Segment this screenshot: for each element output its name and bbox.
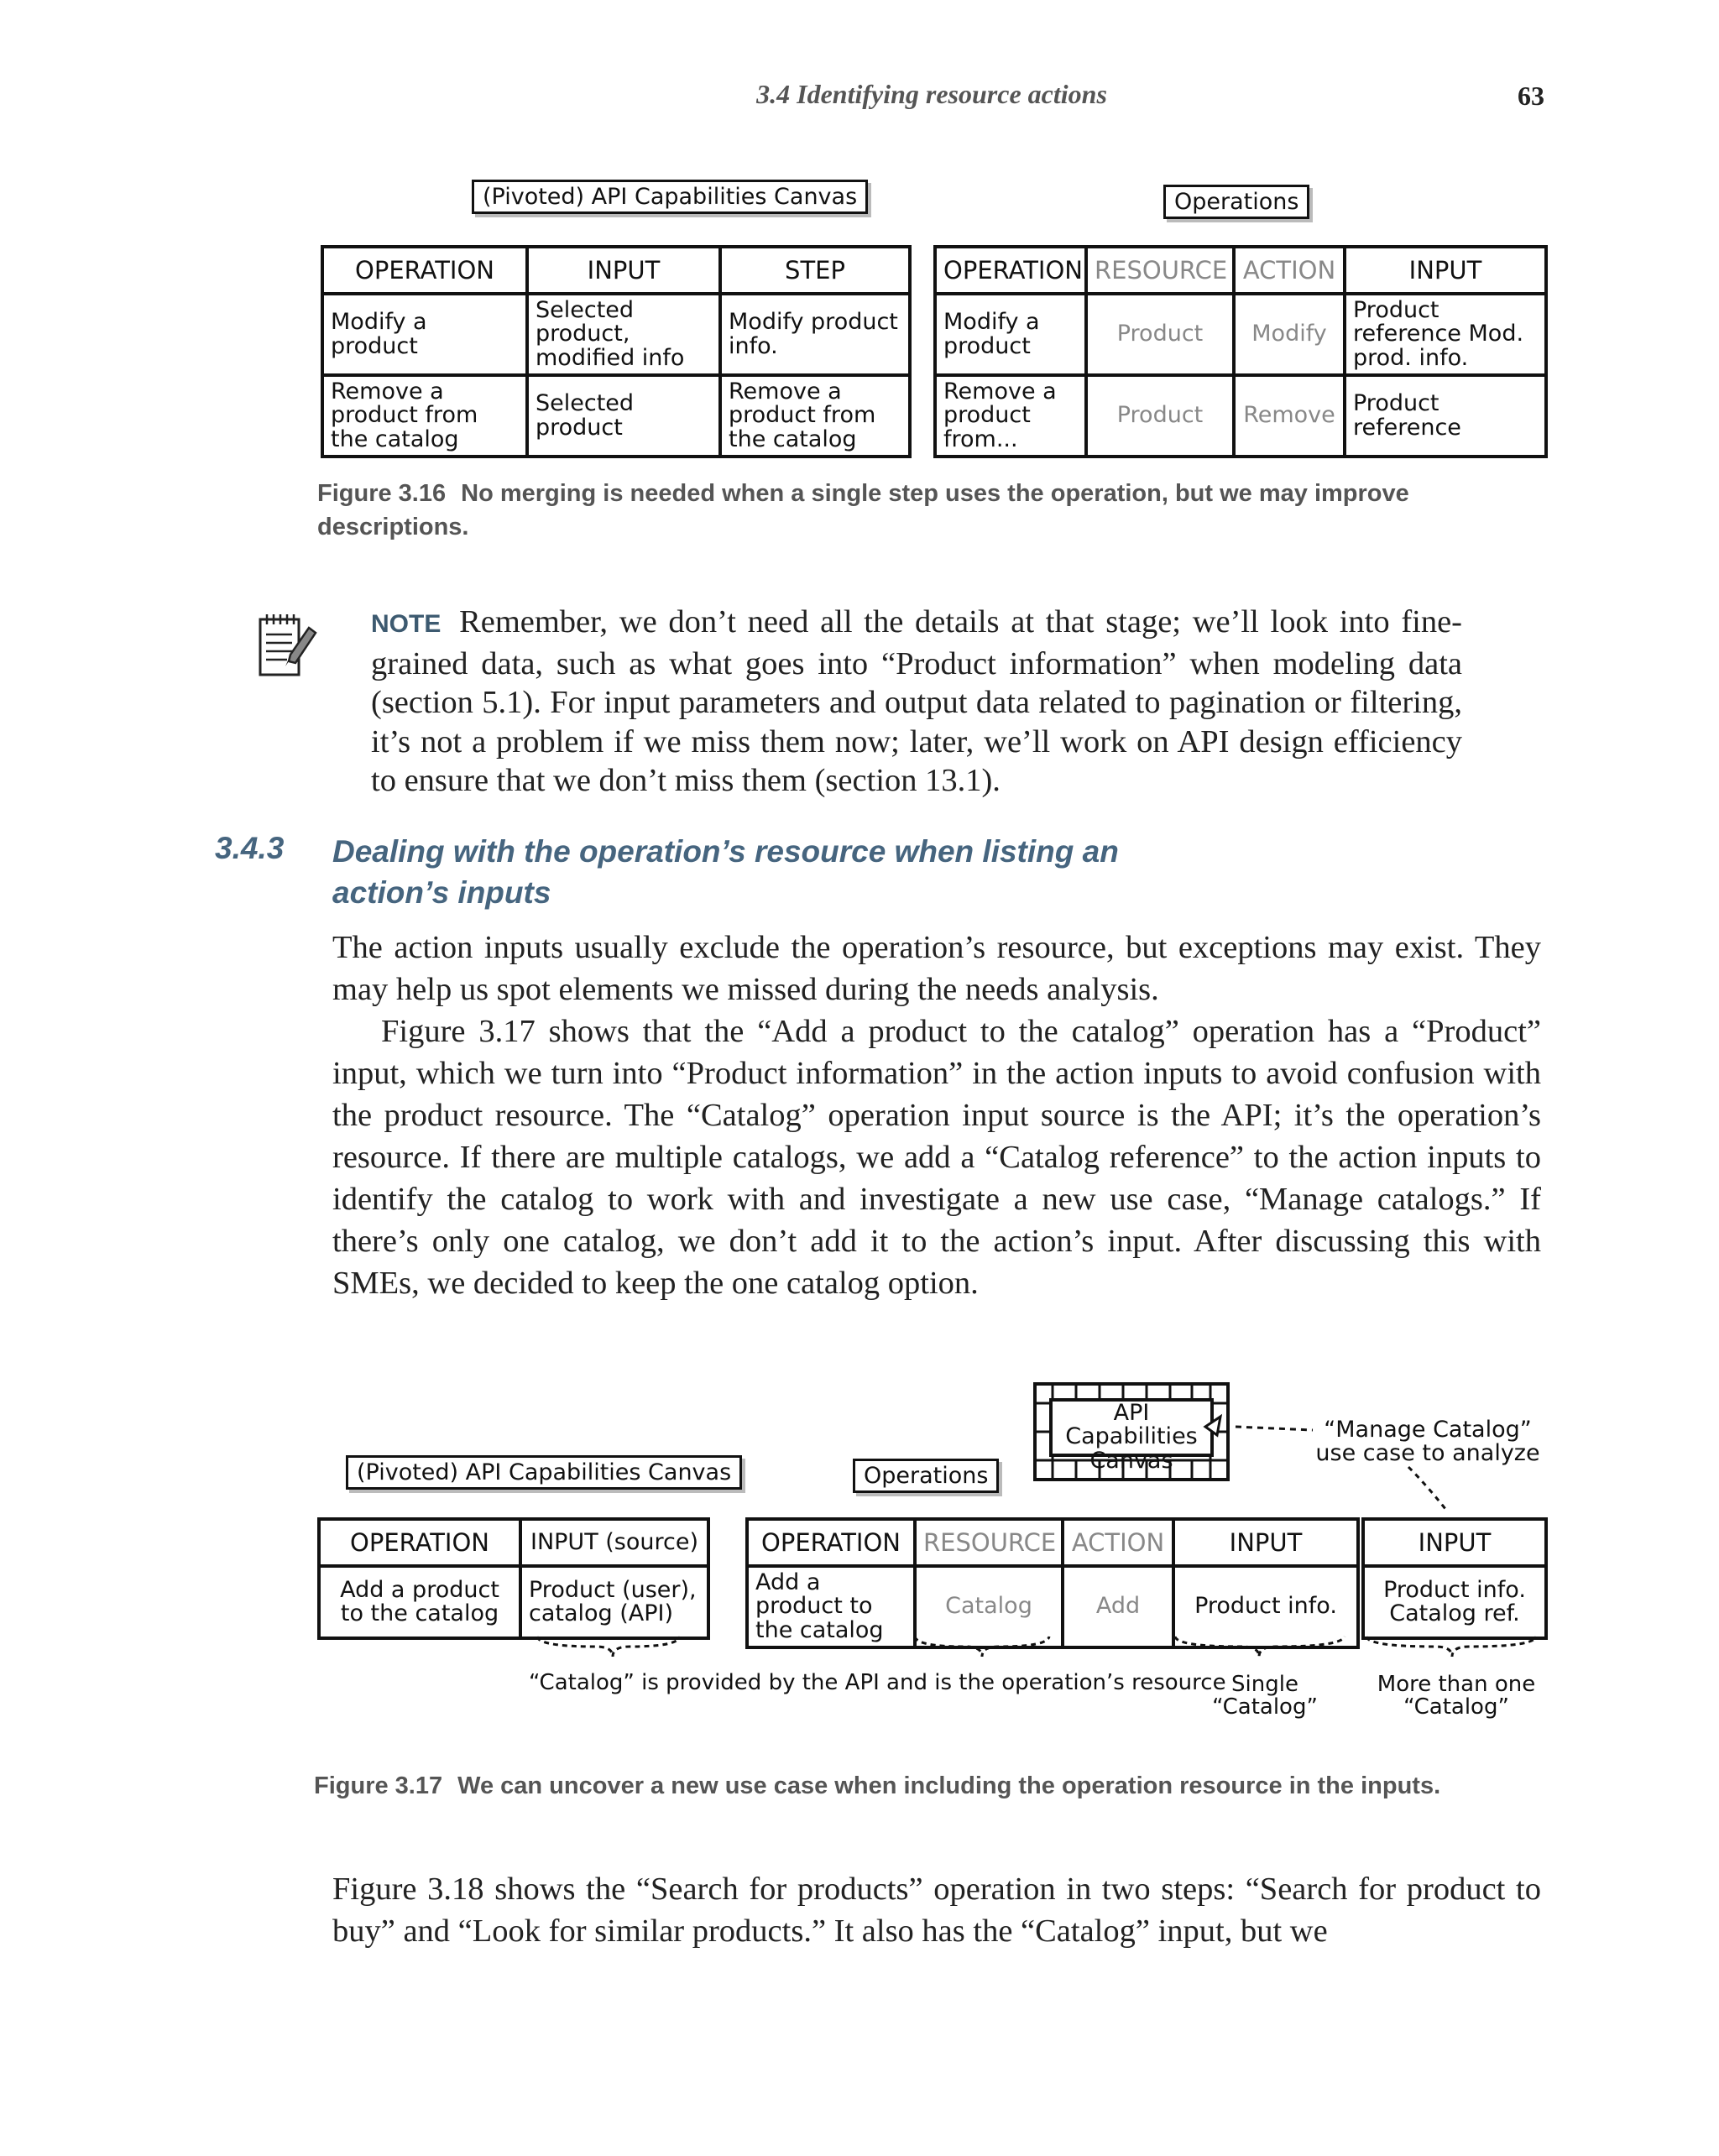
table-cell: Product (user), catalog (API) <box>520 1566 708 1638</box>
table-cell: Remove a product from... <box>935 375 1086 457</box>
multiple-catalog-note: More than one “Catalog” <box>1377 1672 1536 1720</box>
table-cell: Remove <box>1234 375 1345 457</box>
note-label: NOTE <box>371 610 442 638</box>
table-cell: Product <box>1086 294 1234 375</box>
fig317-caption <box>314 1769 1556 1803</box>
fig316-operations-title: Operations <box>1163 185 1309 219</box>
fig317-canvas-table <box>317 1517 710 1640</box>
table-cell: Selected product <box>527 375 720 457</box>
running-header: 3.4 Identifying resource actions <box>756 79 1107 109</box>
caption-label: Figure 3.17 <box>314 1772 443 1799</box>
header-cell: INPUT <box>1363 1519 1546 1566</box>
table-row <box>322 294 910 375</box>
table-cell: Remove a product from the catalog <box>322 375 527 457</box>
header-cell: INPUT <box>1345 247 1546 294</box>
table-cell: Modify product info. <box>720 294 910 375</box>
header-cell: INPUT <box>527 247 720 294</box>
fig317-canvas-title: (Pivoted) API Capabilities Canvas <box>346 1455 742 1490</box>
table-row <box>1363 1566 1546 1638</box>
brace-lines <box>529 1635 1553 1660</box>
caption-text: We can uncover a new use case when including the operation resource in the inputs. <box>457 1772 1441 1799</box>
table-cell: Add a product to the catalog <box>319 1566 520 1638</box>
table-cell: Product info. Catalog ref. <box>1363 1566 1546 1638</box>
header-cell: INPUT <box>1173 1519 1358 1566</box>
table-row <box>935 375 1546 457</box>
single-catalog-note: Single “Catalog” <box>1212 1672 1318 1720</box>
table-cell: Selected product, modified info <box>527 294 720 375</box>
note-text: Remember, we don’t need all the details at that stage; we’ll look into fine-grained data, such as what goes into “Product information” when modeling data (section 5.1). For input parameters and output data related to pagination or filtering, it’s not a problem if we miss them now; later, we’ll work on API design efficiency to ensure that we don’t miss them (section 13.1). <box>371 604 1462 798</box>
resource-note: “Catalog” is provided by the API and is the operation’s resource <box>529 1670 1226 1695</box>
manage-catalog-note: “Manage Catalog” use case to analyze <box>1315 1417 1540 1467</box>
table-cell: Modify a product <box>935 294 1086 375</box>
fig316-canvas-title: (Pivoted) API Capabilities Canvas <box>472 180 868 214</box>
table-cell: Product reference <box>1345 375 1546 457</box>
table-cell: Remove a product from the catalog <box>720 375 910 457</box>
table-cell: Modify a product <box>322 294 527 375</box>
table-cell: Product info. <box>1173 1566 1358 1647</box>
paragraph: The action inputs usually exclude the operation’s resource, but exceptions may exist. They may help us spot elements we missed during the needs analysis. <box>332 930 1541 1007</box>
table-cell: Add <box>1063 1566 1173 1647</box>
api-canvas-label: API Capabilities Canvas <box>1065 1400 1198 1474</box>
header-cell: INPUT (source) <box>520 1519 708 1566</box>
fig316-operations-table <box>933 245 1548 458</box>
paragraph: Figure 3.17 shows that the “Add a product to the catalog” operation has a “Product” input, which we turn into “Product information” in the action inputs to avoid confusion with the product resource. The “Catalog” operation input source is the API; it’s the operation’s resource. If there are multiple catalogs, we add a “Catalog reference” to the action inputs to identify the catalog to work with and investigate a new use case, “Manage catalogs.” If there’s only one catalog, we don’t add it to the action’s input. After discussing this with SMEs, we decided to keep the one catalog option. <box>332 1014 1541 1301</box>
header-cell: STEP <box>720 247 910 294</box>
section-number: 3.4.3 <box>215 831 285 865</box>
closing-paragraph: Figure 3.18 shows the “Search for products” operation in two steps: “Search for product to buy” and “Look for similar products.” It also has the “Catalog” input, but we <box>332 1871 1541 1949</box>
caption-text: No merging is needed when a single step uses the operation, but we may improve descriptions. <box>317 480 1409 541</box>
header-cell: OPERATION <box>322 247 527 294</box>
header-cell: RESOURCE <box>1086 247 1234 294</box>
table-cell: Catalog <box>915 1566 1063 1647</box>
table-cell: Product reference Mod. prod. info. <box>1345 294 1546 375</box>
fig317-operations-table <box>745 1517 1360 1649</box>
table-cell: Add a product to the catalog <box>747 1566 915 1647</box>
connector-lines <box>1234 1418 1519 1519</box>
header-cell: ACTION <box>1234 247 1345 294</box>
table-cell: Modify <box>1234 294 1345 375</box>
table-row <box>319 1566 708 1638</box>
header-cell: ACTION <box>1063 1519 1173 1566</box>
note-block <box>371 603 1462 801</box>
notepad-icon <box>257 611 319 681</box>
table-row <box>322 375 910 457</box>
header-cell: OPERATION <box>935 247 1086 294</box>
fig317-alt-input-table <box>1361 1517 1548 1640</box>
fig317-operations-title: Operations <box>853 1459 999 1493</box>
section-title: Dealing with the operation’s resource when listing an action’s inputs <box>332 834 1119 910</box>
fig316-canvas-table <box>321 245 912 458</box>
page-number: 63 <box>1518 81 1544 111</box>
table-cell: Product <box>1086 375 1234 457</box>
table-row <box>935 294 1546 375</box>
header-cell: RESOURCE <box>915 1519 1063 1566</box>
caption-label: Figure 3.16 <box>317 480 447 507</box>
header-cell: OPERATION <box>319 1519 520 1566</box>
header-cell: OPERATION <box>747 1519 915 1566</box>
fig316-caption <box>317 477 1526 544</box>
